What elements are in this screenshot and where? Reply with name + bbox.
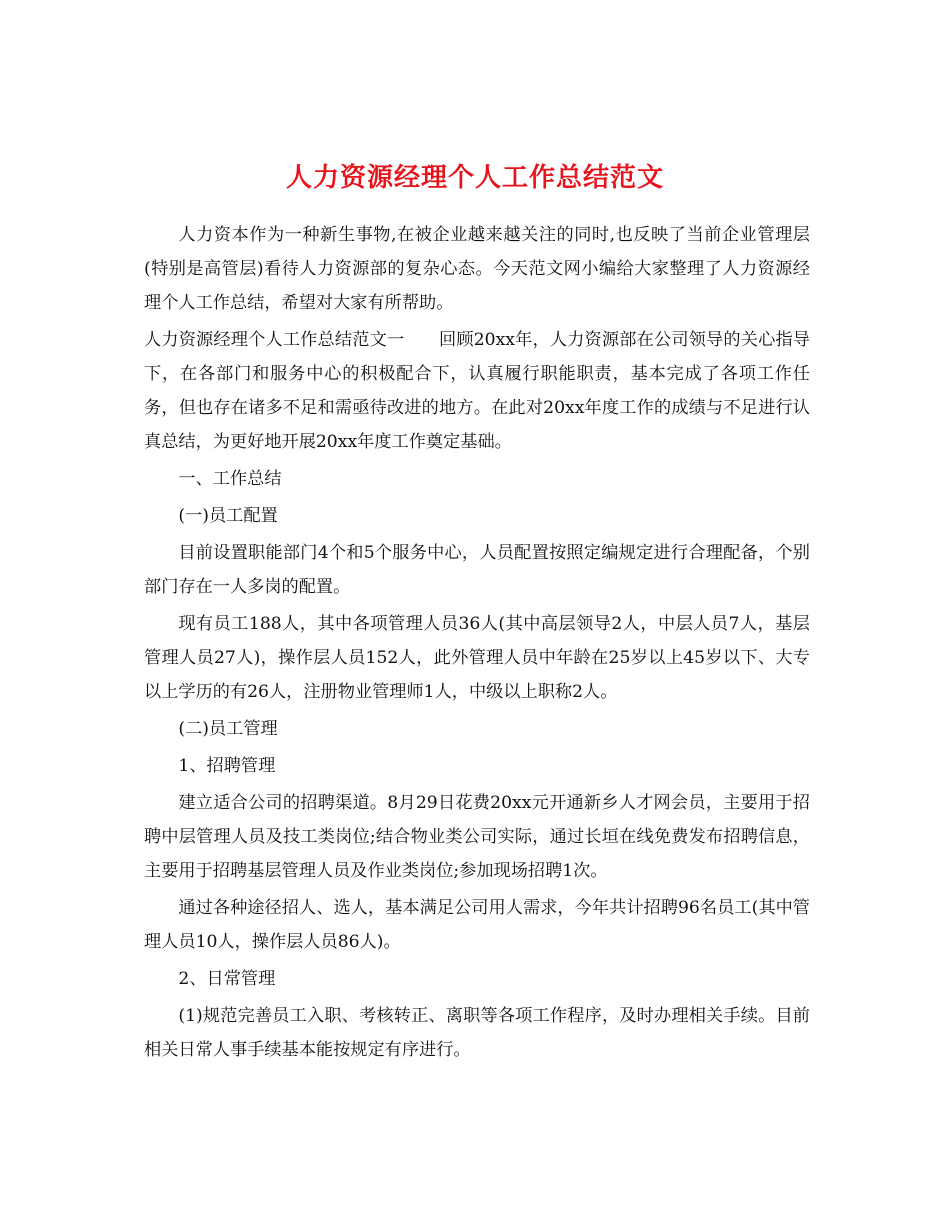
daily-management-paragraph: (1)规范完善员工入职、考核转正、离职等各项工作程序，及时办理相关手续。目前相关日常人事手续基本能按规定有序进行。 <box>144 1006 810 1060</box>
headcount-paragraph: 现有员工188人，其中各项管理人员36人(其中高层领导2人，中层人员7人，基层管理人员27人)，操作层人员152人，此外管理人员中年龄在25岁以上45岁以下、大专以上学历的有26人，注册物业管理师1人，中级以上职称2人。 <box>144 614 810 702</box>
summary-paragraph: 人力资源经理个人工作总结范文一 回顾20xx年，人力资源部在公司领导的关心指导下，在各部门和服务中心的积极配合下，认真履行职能职责，基本完成了各项工作任务，但也存在诸多不足和需亟待改进的地方。在此对20xx年度工作的成绩与不足进行认真总结，为更好地开展20xx年度工作奠定基础。 <box>144 330 810 452</box>
document-title: 人力资源经理个人工作总结范文 <box>285 163 664 194</box>
section-heading-work-summary: 一、工作总结 <box>178 469 282 489</box>
intro-paragraph: 人力资本作为一种新生事物,在被企业越来越关注的同时,也反映了当前企业管理层(特别是高管层)看待人力资源部的复杂心态。今天范文网小编给大家整理了人力资源经理个人工作总结，希望对大家有所帮助。 <box>144 225 810 313</box>
item-heading-recruitment: 1、招聘管理 <box>178 756 276 776</box>
staffing-paragraph: 目前设置职能部门4个和5个服务中心，人员配置按照定编规定进行合理配备，个别部门存在一人多岗的配置。 <box>144 543 810 597</box>
recruitment-result-paragraph: 通过各种途径招人、选人，基本满足公司用人需求，今年共计招聘96名员工(其中管理人员10人，操作层人员86人)。 <box>144 898 810 952</box>
subsection-heading-staff-management: (二)员工管理 <box>178 719 278 739</box>
document-body <box>144 218 810 1070</box>
item-heading-daily-management: 2、日常管理 <box>178 969 276 989</box>
subsection-heading-staffing: (一)员工配置 <box>178 506 278 526</box>
recruitment-channels-paragraph: 建立适合公司的招聘渠道。8月29日花费20xx元开通新乡人才网会员，主要用于招聘中层管理人员及技工类岗位;结合物业类公司实际，通过长垣在线免费发布招聘信息，主要用于招聘基层管理人员及作业类岗位;参加现场招聘1次。 <box>144 793 810 881</box>
